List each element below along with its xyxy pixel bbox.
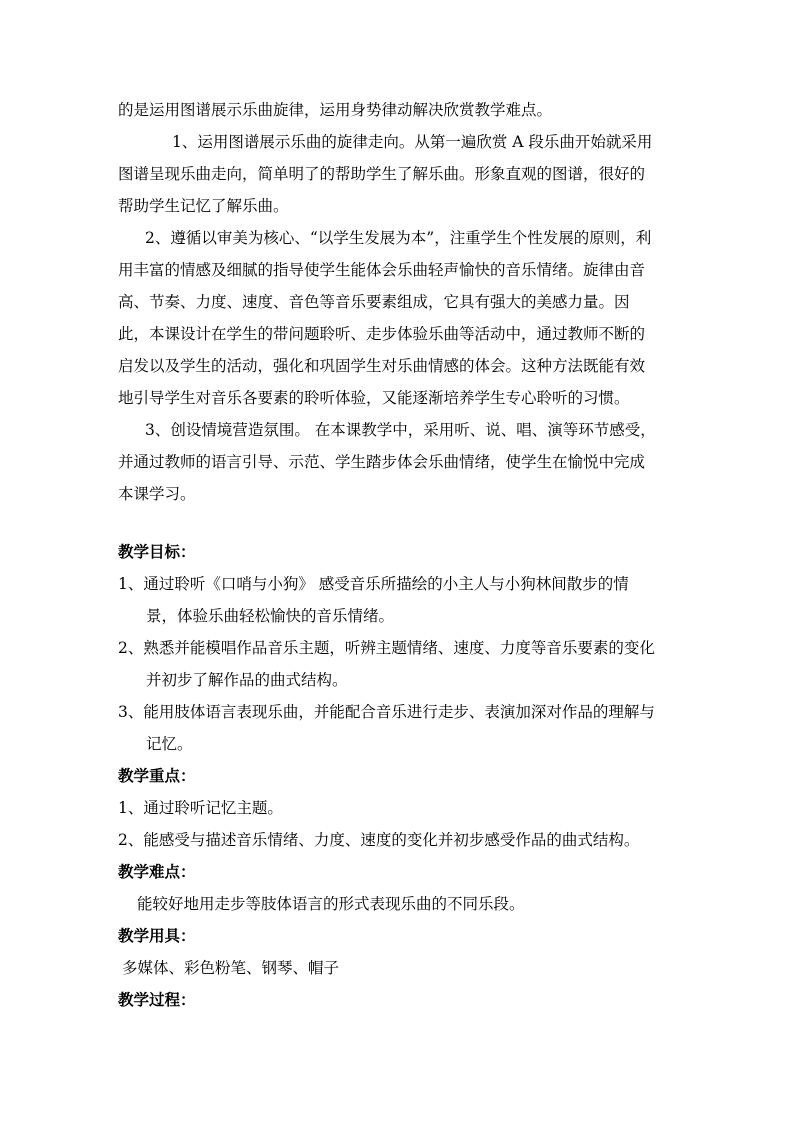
paragraph-line: 2、遵循以审美为核心、“以学生发展为本”，注重学生个性发展的原则，利 — [145, 229, 652, 247]
objective-line: 景，体验乐曲轻松愉快的音乐情绪。 — [146, 607, 395, 625]
key-point-line: 1、通过聆听记忆主题。 — [118, 799, 283, 817]
objective-line: 3、能用肢体语言表现乐曲，并能配合音乐进行走步、表演加深对作品的理解与 — [118, 703, 655, 721]
paragraph-line: 3、创设情境营造氛围。 在本课教学中，采用听、说、唱、演等环节感受， — [145, 421, 656, 439]
paragraph-line: 启发以及学生的活动，强化和巩固学生对乐曲情感的体会。这种方法既能有效 — [118, 357, 646, 375]
paragraph-line: 1、运用图谱展示乐曲的旋律走向。从第一遍欣赏 A 段乐曲开始就采用 — [172, 133, 653, 151]
difficulties-text: 能较好地用走步等肢体语言的形式表现乐曲的不同乐段。 — [137, 895, 525, 913]
paragraph-line: 地引导学生对音乐各要素的聆听体验，又能逐渐培养学生专心聆听的习惯。 — [118, 389, 630, 407]
key-points-heading: 教学重点： — [118, 767, 196, 785]
objective-line: 记忆。 — [146, 735, 193, 753]
objective-line: 并初步了解作品的曲式结构。 — [146, 671, 348, 689]
process-heading: 教学过程： — [118, 991, 196, 1009]
objective-line: 1、通过聆听《口哨与小狗》 感受音乐所描绘的小主人与小狗林间散步的情 — [118, 575, 629, 593]
difficulties-heading: 教学难点： — [118, 863, 196, 881]
paragraph-line: 的是运用图谱展示乐曲旋律，运用身势律动解决欣赏教学难点。 — [118, 101, 553, 119]
paragraph-line: 帮助学生记忆了解乐曲。 — [118, 197, 289, 215]
paragraph-line: 此，本课设计在学生的带问题聆听、走步体验乐曲等活动中，通过教师不断的 — [118, 325, 646, 343]
paragraph-line: 图谱呈现乐曲走向，简单明了的帮助学生了解乐曲。形象直观的图谱，很好的 — [118, 165, 646, 183]
paragraph-line: 高、节奏、力度、速度、音色等音乐要素组成，它具有强大的美感力量。因 — [118, 293, 630, 311]
tools-heading: 教学用具： — [118, 927, 196, 945]
tools-text: 多媒体、彩色粉笔、钢琴、帽子 — [122, 959, 340, 977]
paragraph-line: 并通过教师的语言引导、示范、学生踏步体会乐曲情绪，使学生在愉悦中完成 — [118, 453, 646, 471]
key-point-line: 2、能感受与描述音乐情绪、力度、速度的变化并初步感受作品的曲式结构。 — [118, 831, 640, 849]
objectives-heading: 教学目标： — [118, 543, 196, 561]
paragraph-line: 用丰富的情感及细腻的指导使学生能体会乐曲轻声愉快的音乐情绪。旋律由音 — [118, 261, 646, 279]
objective-line: 2、熟悉并能模唱作品音乐主题，听辨主题情绪、速度、力度等音乐要素的变化 — [118, 639, 655, 657]
paragraph-line: 本课学习。 — [118, 485, 196, 503]
